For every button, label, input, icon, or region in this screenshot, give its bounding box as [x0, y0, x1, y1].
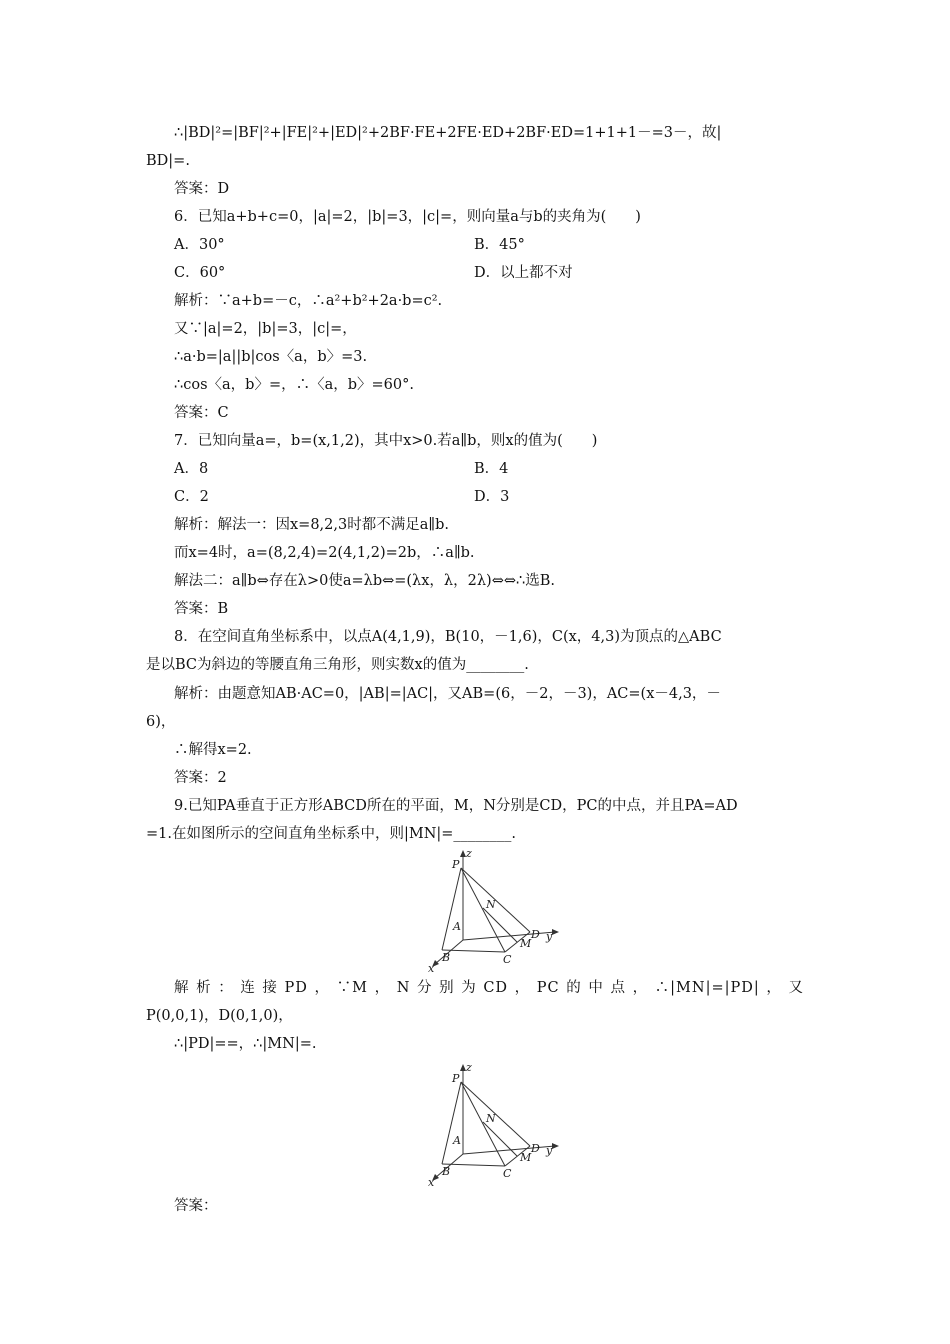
label-b: B [442, 951, 451, 964]
question-8: 8．在空间直角坐标系中，以点A(4,1,9)，B(10，－1,6)，C(x，4,3)为顶点的△ABC [174, 629, 722, 645]
question-9: 9.已知PA垂直于正方形ABCD所在的平面，M，N分别是CD，PC的中点，并且PA=AD [174, 798, 738, 814]
label-z: z [466, 1062, 472, 1074]
edge-bc [442, 1164, 505, 1166]
option-a: A．30° [174, 237, 225, 253]
edge-pb [442, 868, 461, 950]
solution-line: ∴解得x=2. [174, 742, 252, 758]
label-b: B [442, 1165, 451, 1178]
option-d: D．3 [474, 489, 510, 505]
label-y: y [546, 930, 553, 943]
solution-line: 解法二：a∥b⇔存在λ>0使a=λb⇔=(λx，λ，2λ)⇔⇔∴选B. [174, 573, 555, 589]
y-axis [463, 1146, 555, 1154]
solution-line: 解析：∵a+b=－c，∴a²+b²+2a·b=c². [174, 293, 443, 309]
y-arrow [552, 1143, 559, 1149]
pyramid-figure-1 [420, 848, 570, 974]
text-line: =1.在如图所示的空间直角坐标系中，则|MN|=________. [146, 826, 517, 842]
label-a: A [453, 1134, 461, 1147]
solution-line: 而x=4时，a=(8,2,4)=2(4,1,2)=2b，∴a∥b. [174, 545, 475, 561]
option-b: B．45° [474, 237, 525, 253]
edge-pb [442, 1082, 461, 1164]
text-line: P(0,0,1)，D(0,1,0)， [146, 1008, 293, 1024]
label-p: P [452, 1072, 460, 1085]
solution-line: 解析：连接PD，∵M，N分别为CD，PC的中点，∴|MN|=|PD|，又 [174, 980, 804, 996]
solution-line: ∴a·b=|a||b|cos〈a，b〉=3. [174, 349, 368, 365]
label-n: N [486, 898, 496, 911]
label-x: x [428, 1176, 435, 1188]
solution-line: ∴|PD|==，∴|MN|=. [174, 1036, 317, 1052]
label-y: y [546, 1144, 553, 1157]
option-d: D．以上都不对 [474, 265, 573, 281]
answer-line: 答案：C [174, 405, 229, 421]
text-line: 6)， [146, 714, 176, 730]
label-z: z [466, 848, 472, 860]
pyramid-figure-2 [420, 1062, 570, 1188]
label-n: N [486, 1112, 496, 1125]
question-6: 6．已知a+b+c=0，|a|=2，|b|=3，|c|=，则向量a与b的夹角为( ) [174, 209, 641, 225]
answer-line: 答案：2 [174, 770, 227, 786]
option-c: C．60° [174, 265, 226, 281]
y-arrow [552, 929, 559, 935]
option-c: C．2 [174, 489, 209, 505]
label-x: x [428, 962, 435, 974]
answer-line: 答案：D [174, 181, 230, 197]
question-7: 7．已知向量a=，b=(x,1,2)，其中x>0.若a∥b，则x的值为( ) [174, 433, 598, 449]
answer-line: 答案： [174, 1198, 218, 1214]
label-d: D [531, 1142, 540, 1155]
answer-line: 答案：B [174, 601, 229, 617]
label-c: C [503, 953, 512, 966]
label-d: D [531, 928, 540, 941]
solution-line: 解析：解法一：因x=8,2,3时都不满足a∥b. [174, 517, 449, 533]
solution-line: 解析：由题意知AB·AC=0，|AB|=|AC|，又AB=(6，－2，－3)，AC=(x－4,3，－ [174, 686, 721, 702]
y-axis [463, 932, 555, 940]
text-line: ∴|BD|²=|BF|²+|FE|²+|ED|²+2BF·FE+2FE·ED+2BF·ED=1+1+1－=3－，故| [174, 125, 722, 141]
option-a: A．8 [174, 461, 209, 477]
label-m: M [520, 937, 532, 950]
edge-bc [442, 950, 505, 952]
option-b: B．4 [474, 461, 509, 477]
solution-line: 又∵|a|=2，|b|=3，|c|=， [174, 321, 357, 337]
text-line: BD|=. [146, 153, 190, 169]
label-a: A [453, 920, 461, 933]
label-m: M [520, 1151, 532, 1164]
text-line: 是以BC为斜边的等腰直角三角形，则实数x的值为________. [146, 657, 529, 673]
label-c: C [503, 1167, 512, 1180]
label-p: P [452, 858, 460, 871]
solution-line: ∴cos〈a，b〉=，∴〈a，b〉=60°. [174, 377, 414, 393]
